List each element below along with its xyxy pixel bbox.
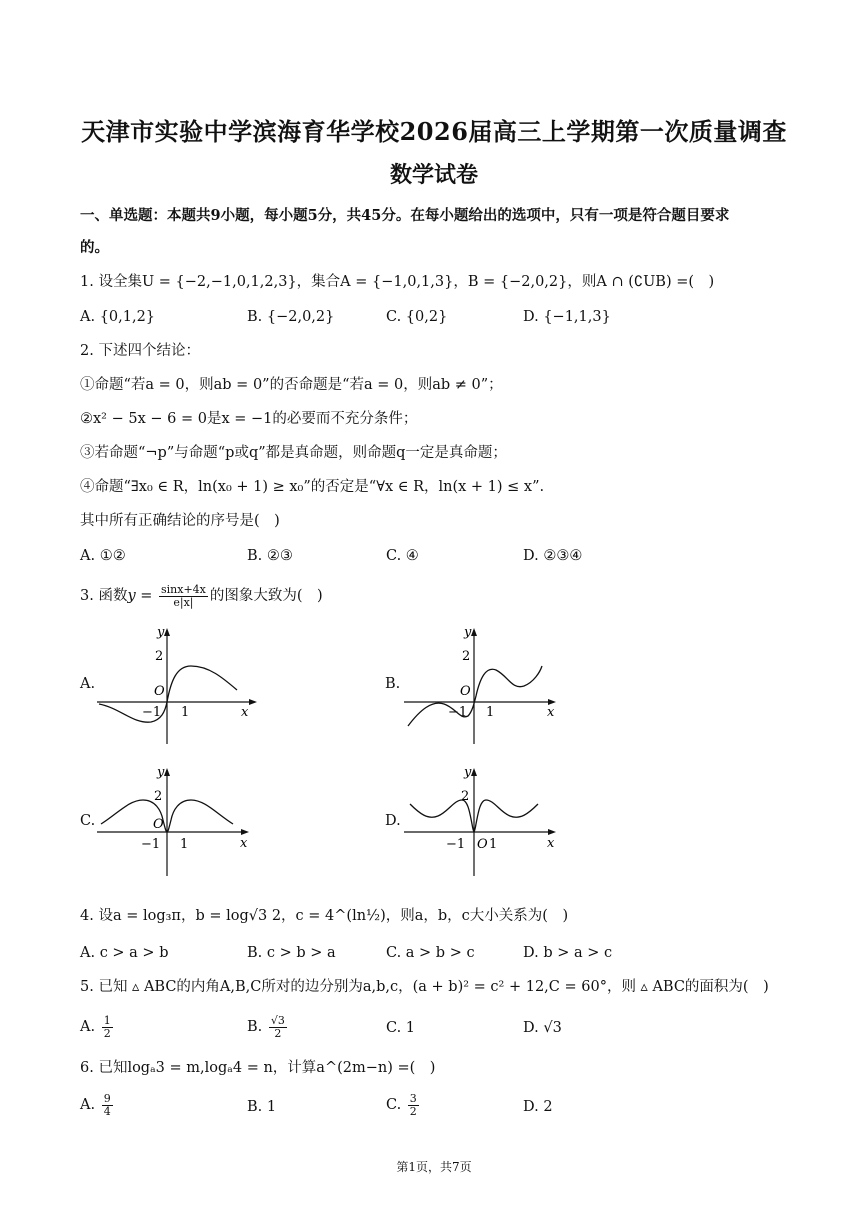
- q6-option-c-den: 2: [409, 1104, 417, 1118]
- graph-b-tick-1: 1: [486, 705, 495, 720]
- q6-option-c: [386, 1090, 421, 1120]
- graph-d-tick-neg1: −1: [446, 837, 466, 852]
- q3-fraction: [159, 584, 208, 609]
- q4-option-c: C. a > b > c: [386, 945, 475, 961]
- graph-d-tick-1: 1: [489, 837, 498, 852]
- graph-b-y-label: y: [464, 625, 472, 640]
- q3-option-a-label: A.: [80, 676, 96, 692]
- graph-d-axes: [404, 768, 556, 876]
- q1-option-b: B. {−2,0,2}: [247, 309, 335, 325]
- q3-graph-d: [402, 760, 572, 880]
- q2-stem: 2. 下述四个结论：: [80, 343, 200, 359]
- graph-a-y-label: y: [157, 625, 165, 640]
- q2-statement-2: ②x² − 5x − 6 = 0是x = −1的必要而不充分条件；: [80, 411, 418, 427]
- graph-a-origin: O: [154, 684, 165, 699]
- q2-option-b: B. ②③: [247, 548, 293, 564]
- q4-stem: 4. 设a = log₃π，b = log√3 2，c = 4^(ln½)，则a，b，c大小关系为( ): [80, 908, 569, 924]
- page-subtitle: 数学试卷: [389, 162, 478, 188]
- q1-option-d: D. {−1,1,3}: [523, 309, 611, 325]
- q3-graph-a: [95, 620, 265, 748]
- graph-c-x-label: x: [240, 836, 248, 851]
- section-heading-line2: 的。: [80, 239, 109, 256]
- q4-option-d: D. b > a > c: [523, 945, 613, 961]
- q2-statement-1: ①命题“若a = 0，则ab = 0”的否命题是“若a = 0，则ab ≠ 0”；: [80, 377, 503, 393]
- q6-option-a: [80, 1090, 115, 1120]
- q5-option-d: D. √3: [523, 1020, 562, 1036]
- q6-option-a-label: A.: [80, 1097, 96, 1113]
- graph-b-curve: [408, 666, 542, 726]
- q3-stem: [80, 582, 323, 610]
- q6-option-c-fraction: [408, 1093, 419, 1118]
- q2-ask: 其中所有正确结论的序号是( ): [80, 513, 280, 529]
- q5-option-a-num: 1: [103, 1013, 111, 1027]
- graph-c-origin: O: [153, 817, 164, 832]
- q6-option-a-num: 9: [103, 1091, 111, 1105]
- q2-statement-3: ③若命题“¬p”与命题“p或q”都是真命题，则命题q一定是真命题；: [80, 445, 507, 461]
- graph-d-y-label: y: [464, 765, 472, 780]
- q5-option-b-label: B.: [247, 1019, 263, 1035]
- q3-denominator: e|x|: [173, 595, 194, 609]
- graph-c-tick-2: 2: [154, 789, 163, 804]
- graph-c-tick-1: 1: [180, 837, 189, 852]
- q6-stem: 6. 已知logₐ3 = m,logₐ4 = n，计算a^(2m−n) =( ): [80, 1060, 436, 1076]
- q4-option-b: B. c > b > a: [247, 945, 336, 961]
- graph-a-curve: [99, 666, 237, 722]
- q3-option-b-label: B.: [385, 676, 401, 692]
- graph-b-x-label: x: [547, 705, 555, 720]
- q1-option-a: A. {0,1,2}: [80, 309, 156, 325]
- graph-c-tick-neg1: −1: [141, 837, 161, 852]
- page-footer: 第1页，共7页: [396, 1160, 472, 1174]
- q3-option-d-label: D.: [385, 813, 401, 829]
- graph-c-axes: [97, 768, 249, 876]
- q3-prefix: 3. 函数: [80, 588, 128, 604]
- q5-option-a-fraction: [102, 1015, 113, 1040]
- graph-a-x-label: x: [241, 705, 249, 720]
- q1-option-c: C. {0,2}: [386, 309, 448, 325]
- q5-option-b-fraction: [269, 1015, 287, 1040]
- graph-a-tick-2: 2: [155, 649, 164, 664]
- q3-y: y =: [127, 588, 153, 604]
- q5-option-b-den: 2: [274, 1026, 282, 1040]
- graph-b-tick-2: 2: [462, 649, 471, 664]
- q5-option-a: [80, 1012, 115, 1042]
- q4-option-a: A. c > a > b: [80, 945, 169, 961]
- q2-option-c: C. ④: [386, 548, 419, 564]
- q3-option-c-label: C.: [80, 813, 96, 829]
- q2-option-a: A. ①②: [80, 548, 126, 564]
- graph-b-tick-neg1: −1: [448, 705, 468, 720]
- q2-statement-4: ④命题“∃x₀ ∈ R，ln(x₀ + 1) ≥ x₀”的否定是“∀x ∈ R，ln(x + 1) ≤ x”.: [80, 479, 545, 495]
- q5-option-b: [247, 1012, 289, 1042]
- q5-option-b-num: √3: [270, 1013, 285, 1027]
- section-heading-line1: 一、单选题：本题共9小题，每小题5分，共45分。在每小题给出的选项中，只有一项是符合题目要求: [80, 207, 730, 224]
- graph-b-origin: O: [460, 684, 471, 699]
- q3-graph-c: [95, 760, 265, 880]
- q6-option-a-fraction: [102, 1093, 113, 1118]
- q5-option-a-label: A.: [80, 1019, 96, 1035]
- q5-option-a-den: 2: [103, 1026, 111, 1040]
- q3-numerator: sinx+4x: [161, 582, 206, 596]
- q6-option-a-den: 4: [103, 1104, 111, 1118]
- q5-stem: 5. 已知 ▵ ABC的内角A,B,C所对的边分别为a,b,c，(a + b)² = c² + 12,C = 60°，则 ▵ ABC的面积为( ): [80, 979, 769, 995]
- graph-b-axes: [404, 628, 556, 744]
- q6-option-d: D. 2: [523, 1099, 553, 1115]
- q6-option-c-num: 3: [409, 1091, 417, 1105]
- graph-d-x-label: x: [547, 836, 555, 851]
- q3-suffix: 的图象大致为( ): [209, 588, 323, 604]
- graph-d-tick-2: 2: [461, 789, 470, 804]
- graph-c-y-label: y: [157, 765, 165, 780]
- graph-a-tick-neg1: −1: [142, 705, 162, 720]
- q1-stem: 1. 设全集U = {−2,−1,0,1,2,3}，集合A = {−1,0,1,3}，B = {−2,0,2}，则A ∩ (∁UB) =( ): [80, 274, 715, 290]
- graph-d-origin: O: [477, 837, 488, 852]
- page-title: 天津市实验中学滨海育华学校2026届高三上学期第一次质量调查: [81, 117, 787, 146]
- q3-graph-b: [402, 620, 572, 748]
- q2-option-d: D. ②③④: [523, 548, 583, 564]
- graph-a-tick-1: 1: [181, 705, 190, 720]
- q5-option-c: C. 1: [386, 1020, 416, 1036]
- q6-option-c-label: C.: [386, 1097, 402, 1113]
- q6-option-b: B. 1: [247, 1099, 277, 1115]
